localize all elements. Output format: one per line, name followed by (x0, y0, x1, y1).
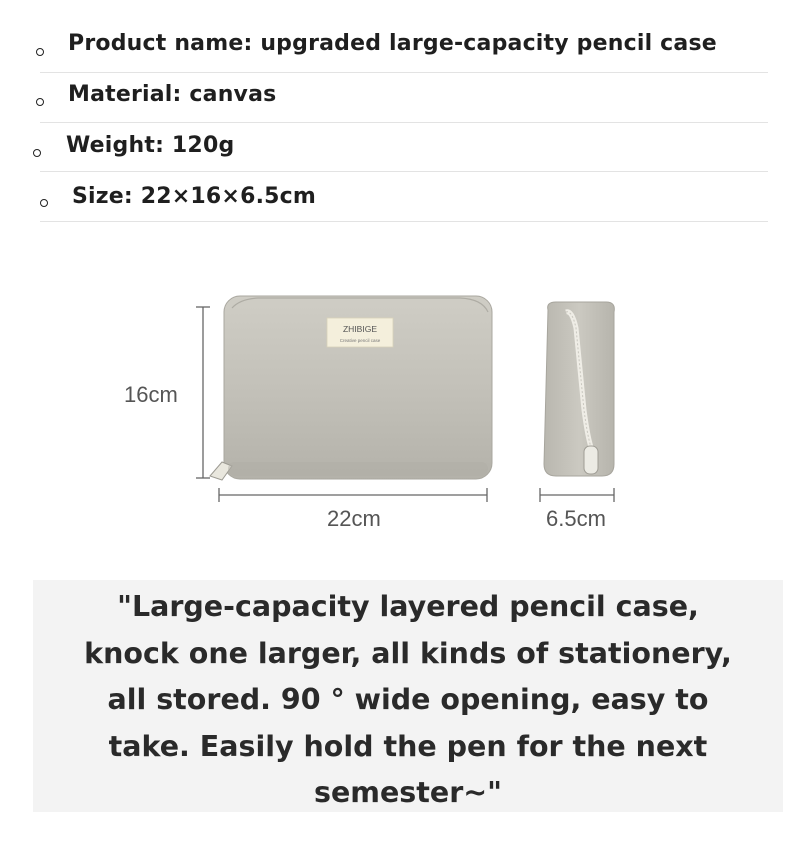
height-label: 16cm (124, 382, 178, 407)
pencil-case-illustration (0, 250, 800, 550)
quote-line: all stored. 90 ° wide opening, easy to (107, 683, 709, 716)
quote-line: "Large-capacity layered pencil case, (117, 590, 699, 623)
description-quote-box (33, 580, 783, 812)
quote-line: take. Easily hold the pen for the next (108, 729, 708, 763)
spec-material: Material: canvas (68, 82, 277, 107)
depth-dimension-line (540, 488, 614, 502)
spec-row-material (40, 72, 768, 123)
description-quote (33, 584, 783, 817)
width-dimension-line (219, 488, 487, 502)
bullet-icon (33, 149, 41, 157)
spec-row-size (40, 171, 768, 222)
depth-label: 6.5cm (546, 506, 606, 531)
pencil-case-side-view (544, 302, 614, 476)
spec-weight: Weight: 120g (66, 133, 235, 158)
spec-product-name: Product name: upgraded large-capacity pencil case (68, 31, 717, 56)
brand-tagline-text: Creative pencil case (339, 338, 381, 343)
brand-label-text: ZHIBIGE (342, 324, 378, 334)
spec-size: Size: 22×16×6.5cm (72, 184, 317, 209)
width-label: 22cm (327, 506, 381, 531)
spec-row-weight (40, 121, 768, 172)
bullet-icon (36, 48, 44, 56)
bullet-icon (36, 98, 44, 106)
quote-line: semester~" (313, 776, 503, 809)
quote-line: knock one larger, all kinds of stationery, (84, 636, 732, 670)
bullet-icon (40, 199, 48, 207)
spec-row-product-name (40, 22, 768, 73)
height-dimension-line (196, 307, 210, 478)
product-dimension-figure (0, 250, 800, 550)
